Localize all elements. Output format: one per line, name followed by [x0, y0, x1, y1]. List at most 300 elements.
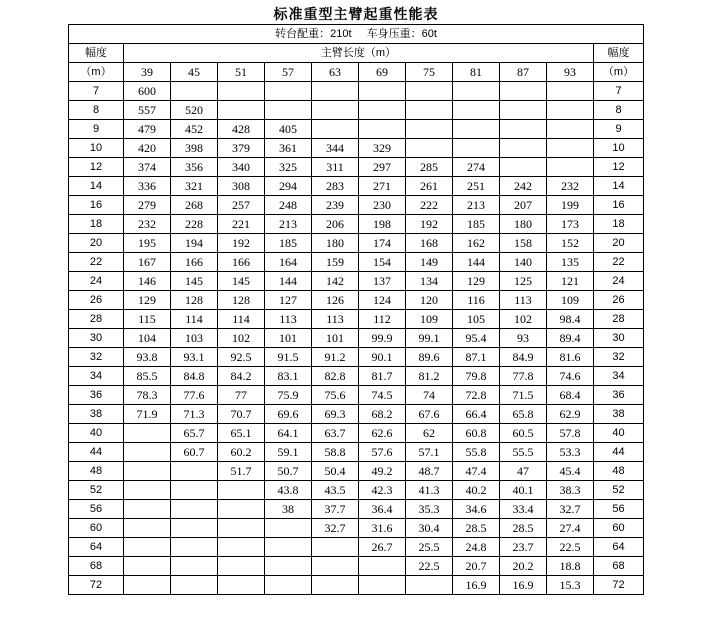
capacity-cell: 81.2: [406, 367, 453, 386]
capacity-cell: 113: [265, 310, 312, 329]
capacity-cell: 67.6: [406, 405, 453, 424]
capacity-cell: 58.8: [312, 443, 359, 462]
table-row: [69, 196, 644, 215]
capacity-cell: 101: [312, 329, 359, 348]
capacity-cell: 174: [359, 234, 406, 253]
capacity-cell: 68.2: [359, 405, 406, 424]
capacity-cell: [218, 101, 265, 120]
capacity-cell: [171, 538, 218, 557]
capacity-cell: 77.8: [500, 367, 547, 386]
capacity-cell: 114: [171, 310, 218, 329]
capacity-cell: 124: [359, 291, 406, 310]
radius-cell-right: 56: [594, 500, 644, 519]
capacity-cell: [124, 424, 171, 443]
capacity-cell: 47: [500, 462, 547, 481]
capacity-cell: 145: [218, 272, 265, 291]
page-title: 标准重型主臂起重性能表: [273, 7, 439, 23]
radius-cell-right: 14: [594, 177, 644, 196]
capacity-cell: 142: [312, 272, 359, 291]
radius-cell-left: 40: [69, 424, 124, 443]
capacity-cell: [124, 576, 171, 595]
radius-cell-right: 28: [594, 310, 644, 329]
radius-cell-left: 68: [69, 557, 124, 576]
capacity-cell: 16.9: [453, 576, 500, 595]
capacity-cell: 70.7: [218, 405, 265, 424]
table-row: [69, 443, 644, 462]
capacity-cell: 125: [500, 272, 547, 291]
capacity-cell: 65.1: [218, 424, 265, 443]
radius-cell-left: 36: [69, 386, 124, 405]
capacity-cell: 59.1: [265, 443, 312, 462]
boom-length-header-cell: 69: [359, 63, 406, 82]
capacity-cell: 60.2: [218, 443, 265, 462]
capacity-cell: 81.7: [359, 367, 406, 386]
capacity-cell: 38.3: [547, 481, 594, 500]
capacity-cell: 104: [124, 329, 171, 348]
capacity-cell: 102: [218, 329, 265, 348]
radius-cell-left: 10: [69, 139, 124, 158]
capacity-cell: 239: [312, 196, 359, 215]
capacity-cell: 72.8: [453, 386, 500, 405]
capacity-cell: [171, 462, 218, 481]
radius-cell-left: 60: [69, 519, 124, 538]
capacity-cell: [265, 538, 312, 557]
capacity-cell: 180: [500, 215, 547, 234]
capacity-cell: 31.6: [359, 519, 406, 538]
capacity-cell: 23.7: [500, 538, 547, 557]
radius-unit-right: （m）: [594, 63, 644, 82]
capacity-cell: [547, 101, 594, 120]
load-chart-table: [68, 24, 644, 595]
capacity-cell: [312, 82, 359, 101]
table-row: [69, 253, 644, 272]
table-row: [69, 82, 644, 101]
capacity-cell: 60.5: [500, 424, 547, 443]
table-row: [69, 386, 644, 405]
capacity-cell: 91.5: [265, 348, 312, 367]
capacity-cell: [547, 82, 594, 101]
capacity-cell: [171, 557, 218, 576]
radius-cell-right: 34: [594, 367, 644, 386]
capacity-cell: 43.5: [312, 481, 359, 500]
capacity-cell: 162: [453, 234, 500, 253]
radius-cell-left: 48: [69, 462, 124, 481]
capacity-cell: [265, 576, 312, 595]
capacity-cell: 185: [453, 215, 500, 234]
capacity-cell: 283: [312, 177, 359, 196]
radius-cell-left: 30: [69, 329, 124, 348]
capacity-cell: 137: [359, 272, 406, 291]
capacity-cell: 18.8: [547, 557, 594, 576]
capacity-cell: 60.7: [171, 443, 218, 462]
capacity-cell: 92.5: [218, 348, 265, 367]
radius-cell-left: 56: [69, 500, 124, 519]
capacity-cell: 24.8: [453, 538, 500, 557]
capacity-cell: 50.4: [312, 462, 359, 481]
radius-header-left: 幅度: [69, 44, 124, 63]
capacity-cell: 164: [265, 253, 312, 272]
capacity-cell: 49.2: [359, 462, 406, 481]
capacity-cell: [312, 101, 359, 120]
capacity-cell: [124, 538, 171, 557]
capacity-cell: 149: [406, 253, 453, 272]
capacity-cell: 222: [406, 196, 453, 215]
capacity-cell: 479: [124, 120, 171, 139]
radius-header-right: 幅度: [594, 44, 644, 63]
capacity-cell: 84.9: [500, 348, 547, 367]
capacity-cell: 75.9: [265, 386, 312, 405]
radius-cell-right: 52: [594, 481, 644, 500]
radius-unit-left: （m）: [69, 63, 124, 82]
capacity-cell: [547, 158, 594, 177]
capacity-cell: 74.6: [547, 367, 594, 386]
radius-cell-right: 60: [594, 519, 644, 538]
boom-length-header-cell: 51: [218, 63, 265, 82]
capacity-cell: [265, 101, 312, 120]
capacity-cell: 90.1: [359, 348, 406, 367]
capacity-cell: 50.7: [265, 462, 312, 481]
capacity-cell: 74.5: [359, 386, 406, 405]
capacity-cell: 68.4: [547, 386, 594, 405]
capacity-cell: 89.6: [406, 348, 453, 367]
capacity-cell: 81.6: [547, 348, 594, 367]
capacity-cell: 374: [124, 158, 171, 177]
capacity-cell: 87.1: [453, 348, 500, 367]
capacity-cell: 166: [218, 253, 265, 272]
capacity-cell: 83.1: [265, 367, 312, 386]
capacity-cell: 135: [547, 253, 594, 272]
capacity-cell: 344: [312, 139, 359, 158]
capacity-cell: 325: [265, 158, 312, 177]
capacity-cell: 213: [265, 215, 312, 234]
capacity-cell: 28.5: [500, 519, 547, 538]
capacity-cell: 297: [359, 158, 406, 177]
capacity-cell: 154: [359, 253, 406, 272]
capacity-cell: [406, 101, 453, 120]
capacity-cell: 112: [359, 310, 406, 329]
capacity-cell: 158: [500, 234, 547, 253]
capacity-cell: [218, 538, 265, 557]
radius-cell-right: 32: [594, 348, 644, 367]
capacity-cell: [453, 82, 500, 101]
table-row: [69, 291, 644, 310]
capacity-cell: [218, 557, 265, 576]
capacity-cell: [500, 82, 547, 101]
capacity-cell: 65.7: [171, 424, 218, 443]
capacity-cell: 32.7: [312, 519, 359, 538]
capacity-cell: 129: [453, 272, 500, 291]
capacity-cell: 40.1: [500, 481, 547, 500]
capacity-cell: [547, 139, 594, 158]
radius-cell-right: 9: [594, 120, 644, 139]
info-cell: [69, 25, 644, 44]
capacity-cell: 145: [171, 272, 218, 291]
capacity-cell: [406, 82, 453, 101]
capacity-cell: 77: [218, 386, 265, 405]
radius-cell-left: 8: [69, 101, 124, 120]
radius-cell-right: 68: [594, 557, 644, 576]
capacity-cell: 152: [547, 234, 594, 253]
capacity-cell: 35.3: [406, 500, 453, 519]
capacity-cell: 109: [547, 291, 594, 310]
capacity-cell: 321: [171, 177, 218, 196]
capacity-cell: 232: [547, 177, 594, 196]
capacity-cell: 228: [171, 215, 218, 234]
radius-cell-left: 24: [69, 272, 124, 291]
table-row: [69, 519, 644, 538]
capacity-cell: 336: [124, 177, 171, 196]
capacity-cell: [500, 158, 547, 177]
radius-cell-right: 10: [594, 139, 644, 158]
capacity-cell: 82.8: [312, 367, 359, 386]
capacity-cell: 45.4: [547, 462, 594, 481]
table-row: [69, 481, 644, 500]
capacity-cell: 114: [218, 310, 265, 329]
capacity-cell: 199: [547, 196, 594, 215]
capacity-cell: 308: [218, 177, 265, 196]
capacity-cell: 62.6: [359, 424, 406, 443]
capacity-cell: 213: [453, 196, 500, 215]
radius-cell-right: 36: [594, 386, 644, 405]
radius-cell-right: 40: [594, 424, 644, 443]
counterweight-text: 转台配重：210t: [275, 28, 352, 40]
radius-cell-left: 16: [69, 196, 124, 215]
capacity-cell: 294: [265, 177, 312, 196]
capacity-cell: 129: [124, 291, 171, 310]
capacity-cell: 28.5: [453, 519, 500, 538]
capacity-cell: [265, 557, 312, 576]
capacity-cell: 89.4: [547, 329, 594, 348]
capacity-cell: 95.4: [453, 329, 500, 348]
radius-cell-right: 8: [594, 101, 644, 120]
capacity-cell: 62: [406, 424, 453, 443]
boom-length-header-cell: 57: [265, 63, 312, 82]
table-row: [69, 367, 644, 386]
capacity-cell: 16.9: [500, 576, 547, 595]
capacity-cell: 25.5: [406, 538, 453, 557]
radius-cell-left: 22: [69, 253, 124, 272]
capacity-cell: 62.9: [547, 405, 594, 424]
capacity-cell: [312, 120, 359, 139]
capacity-cell: [312, 576, 359, 595]
capacity-cell: 340: [218, 158, 265, 177]
capacity-cell: 274: [453, 158, 500, 177]
capacity-cell: 167: [124, 253, 171, 272]
capacity-cell: [124, 462, 171, 481]
capacity-cell: [453, 101, 500, 120]
radius-cell-right: 20: [594, 234, 644, 253]
table-row: [69, 348, 644, 367]
capacity-cell: 311: [312, 158, 359, 177]
capacity-cell: 128: [171, 291, 218, 310]
table-row: [69, 215, 644, 234]
capacity-cell: 221: [218, 215, 265, 234]
capacity-cell: 64.1: [265, 424, 312, 443]
capacity-cell: 180: [312, 234, 359, 253]
radius-cell-right: 38: [594, 405, 644, 424]
radius-cell-left: 26: [69, 291, 124, 310]
radius-cell-right: 30: [594, 329, 644, 348]
radius-cell-right: 7: [594, 82, 644, 101]
table-row: [69, 424, 644, 443]
body-weight-text: 车身压重：60t: [366, 28, 437, 40]
capacity-cell: [218, 576, 265, 595]
capacity-cell: 198: [359, 215, 406, 234]
capacity-cell: 329: [359, 139, 406, 158]
capacity-cell: [218, 481, 265, 500]
radius-cell-left: 14: [69, 177, 124, 196]
table-row: [69, 462, 644, 481]
table-row: [69, 538, 644, 557]
capacity-cell: 128: [218, 291, 265, 310]
capacity-cell: 40.2: [453, 481, 500, 500]
capacity-cell: 271: [359, 177, 406, 196]
capacity-cell: [406, 139, 453, 158]
capacity-cell: 520: [171, 101, 218, 120]
capacity-cell: 134: [406, 272, 453, 291]
capacity-cell: 257: [218, 196, 265, 215]
capacity-cell: 69.3: [312, 405, 359, 424]
capacity-cell: [124, 481, 171, 500]
capacity-cell: 51.7: [218, 462, 265, 481]
capacity-cell: 113: [500, 291, 547, 310]
capacity-cell: 20.7: [453, 557, 500, 576]
capacity-cell: [265, 519, 312, 538]
capacity-cell: [406, 576, 453, 595]
capacity-cell: 115: [124, 310, 171, 329]
radius-cell-left: 12: [69, 158, 124, 177]
capacity-cell: 207: [500, 196, 547, 215]
capacity-cell: [406, 120, 453, 139]
radius-cell-left: 28: [69, 310, 124, 329]
capacity-cell: 195: [124, 234, 171, 253]
capacity-cell: [171, 481, 218, 500]
radius-cell-right: 22: [594, 253, 644, 272]
capacity-cell: 230: [359, 196, 406, 215]
capacity-cell: 71.3: [171, 405, 218, 424]
table-row: [69, 576, 644, 595]
radius-cell-left: 52: [69, 481, 124, 500]
capacity-cell: 65.8: [500, 405, 547, 424]
capacity-cell: 98.4: [547, 310, 594, 329]
capacity-cell: 116: [453, 291, 500, 310]
capacity-cell: 33.4: [500, 500, 547, 519]
capacity-cell: 78.3: [124, 386, 171, 405]
capacity-cell: 30.4: [406, 519, 453, 538]
capacity-cell: 99.1: [406, 329, 453, 348]
capacity-cell: [218, 500, 265, 519]
capacity-cell: [453, 139, 500, 158]
capacity-cell: 93.8: [124, 348, 171, 367]
capacity-cell: 55.5: [500, 443, 547, 462]
capacity-cell: 126: [312, 291, 359, 310]
boom-length-header-cell: 75: [406, 63, 453, 82]
radius-cell-right: 24: [594, 272, 644, 291]
capacity-cell: 248: [265, 196, 312, 215]
capacity-cell: 242: [500, 177, 547, 196]
header-row-1: [69, 44, 644, 63]
capacity-cell: 251: [453, 177, 500, 196]
boom-length-header-cell: 63: [312, 63, 359, 82]
capacity-cell: 379: [218, 139, 265, 158]
table-row: [69, 329, 644, 348]
capacity-cell: 120: [406, 291, 453, 310]
capacity-cell: [312, 557, 359, 576]
capacity-cell: 232: [124, 215, 171, 234]
table-row: [69, 557, 644, 576]
capacity-cell: 53.3: [547, 443, 594, 462]
capacity-cell: 36.4: [359, 500, 406, 519]
capacity-cell: 57.8: [547, 424, 594, 443]
capacity-cell: 69.6: [265, 405, 312, 424]
capacity-cell: 32.7: [547, 500, 594, 519]
capacity-cell: 279: [124, 196, 171, 215]
radius-cell-left: 34: [69, 367, 124, 386]
capacity-cell: 194: [171, 234, 218, 253]
capacity-cell: 71.5: [500, 386, 547, 405]
table-row: [69, 405, 644, 424]
table-row: [69, 234, 644, 253]
boom-length-header: 主臂长度（m）: [124, 44, 594, 63]
capacity-cell: 37.7: [312, 500, 359, 519]
capacity-cell: 405: [265, 120, 312, 139]
capacity-cell: 206: [312, 215, 359, 234]
capacity-cell: [359, 557, 406, 576]
capacity-cell: [171, 576, 218, 595]
capacity-cell: 127: [265, 291, 312, 310]
capacity-cell: 60.8: [453, 424, 500, 443]
capacity-cell: 144: [265, 272, 312, 291]
capacity-cell: [265, 82, 312, 101]
capacity-cell: 85.5: [124, 367, 171, 386]
capacity-cell: 66.4: [453, 405, 500, 424]
capacity-cell: 71.9: [124, 405, 171, 424]
capacity-cell: 168: [406, 234, 453, 253]
capacity-cell: 41.3: [406, 481, 453, 500]
capacity-cell: [124, 557, 171, 576]
radius-cell-right: 18: [594, 215, 644, 234]
capacity-cell: 63.7: [312, 424, 359, 443]
capacity-cell: 47.4: [453, 462, 500, 481]
capacity-cell: [124, 443, 171, 462]
radius-cell-right: 48: [594, 462, 644, 481]
capacity-cell: 20.2: [500, 557, 547, 576]
capacity-cell: 77.6: [171, 386, 218, 405]
capacity-cell: [453, 120, 500, 139]
capacity-cell: 361: [265, 139, 312, 158]
capacity-cell: 105: [453, 310, 500, 329]
capacity-cell: 102: [500, 310, 547, 329]
capacity-cell: 452: [171, 120, 218, 139]
capacity-cell: 27.4: [547, 519, 594, 538]
capacity-cell: 600: [124, 82, 171, 101]
capacity-cell: 159: [312, 253, 359, 272]
capacity-cell: [547, 120, 594, 139]
capacity-cell: 285: [406, 158, 453, 177]
capacity-cell: 173: [547, 215, 594, 234]
capacity-cell: 428: [218, 120, 265, 139]
capacity-cell: 48.7: [406, 462, 453, 481]
capacity-cell: 557: [124, 101, 171, 120]
capacity-cell: 79.8: [453, 367, 500, 386]
capacity-cell: 144: [453, 253, 500, 272]
capacity-cell: 356: [171, 158, 218, 177]
radius-cell-left: 64: [69, 538, 124, 557]
capacity-cell: [171, 82, 218, 101]
radius-cell-left: 9: [69, 120, 124, 139]
radius-cell-left: 72: [69, 576, 124, 595]
table-row: [69, 177, 644, 196]
